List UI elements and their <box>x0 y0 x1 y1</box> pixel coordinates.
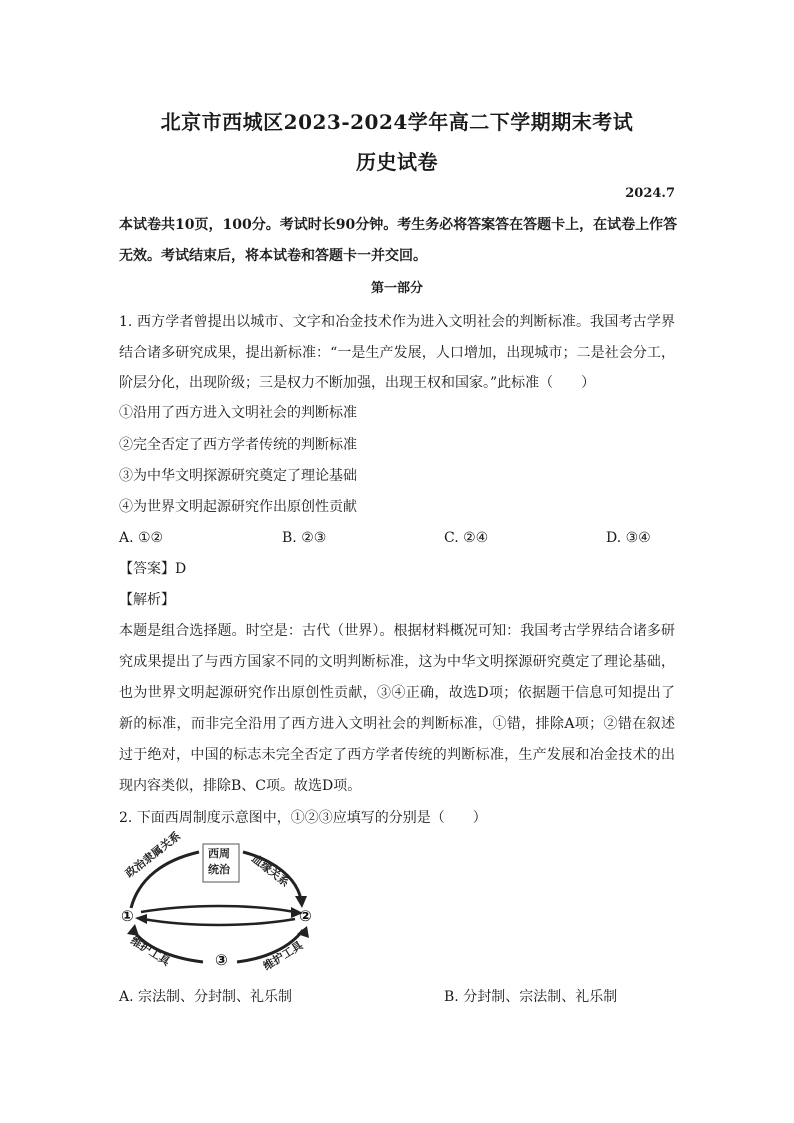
exam-subtitle: 历史试卷 <box>356 150 438 174</box>
diagram-label-blood: 血缘关系 <box>248 852 292 890</box>
q2-stem: 2. 下面西周制度示意图中，①②③应填写的分别是（ ） <box>119 810 487 826</box>
section-title: 第一部分 <box>370 281 423 296</box>
q1-analysis-line: 新的标准，而非完全沿用了西方进入文明社会的判断标准，①错，排除A项；②错在叙述 <box>119 716 675 732</box>
diagram-label-tool-left: 维护工具 <box>128 934 173 969</box>
diagram-center-line-1: 西周 <box>208 847 230 860</box>
q1-analysis-label: 【解析】 <box>119 592 175 608</box>
q1-stem-line-3: 阶层分化，出现阶级；三是权力不断加强，出现王权和国家。”此标准（ ） <box>119 375 596 391</box>
q1-option-b: B. ②③ <box>282 530 327 546</box>
q2-option-b: B. 分封制、宗法制、礼乐制 <box>444 989 618 1005</box>
q1-analysis-line: 现内容类似，排除B、C项。故选D项。 <box>119 778 362 794</box>
q1-option-d: D. ③④ <box>606 530 651 546</box>
instructions-line-2: 无效。考试结束后，将本试卷和答题卡一并交回。 <box>119 248 427 264</box>
western-zhou-system-diagram <box>119 829 319 974</box>
q1-analysis-line: 究成果提出了与西方国家不同的文明判断标准，这为中华文明探源研究奠定了理论基础， <box>119 654 675 670</box>
diagram-node-2: ② <box>299 907 312 925</box>
diagram-node-3: ③ <box>215 951 228 969</box>
q1-statement: ③为中华文明探源研究奠定了理论基础 <box>119 468 357 484</box>
q1-option-c: C. ②④ <box>444 530 489 546</box>
exam-date: 2024.7 <box>625 186 675 201</box>
exam-title: 北京市西城区2023-2024学年高二下学期期末考试 <box>160 110 634 134</box>
q1-statement: ②完全否定了西方学者传统的判断标准 <box>119 437 357 453</box>
q1-stem-line-2: 结合诸多研究成果，提出新标准：“一是生产发展，人口增加，出现城市；二是社会分工， <box>119 345 675 361</box>
q1-analysis-line: 也为世界文明起源研究作出原创性贡献，③④正确，故选D项；依据题干信息可知提出了 <box>119 685 675 701</box>
q1-stem-line-1: 1. 西方学者曾提出以城市、文字和冶金技术作为进入文明社会的判断标准。我国考古学界 <box>119 314 675 330</box>
q1-statement: ④为世界文明起源研究作出原创性贡献 <box>119 499 357 515</box>
diagram-label-political: 政治隶属关系 <box>123 829 184 881</box>
q1-analysis-line: 本题是组合选择题。时空是：古代（世界）。根据材料概况可知：我国考古学界结合诸多研 <box>119 623 675 639</box>
exam-page <box>119 0 678 1123</box>
q1-analysis-line: 过于绝对，中国的标志未完全否定了西方学者传统的判断标准，生产发展和冶金技术的出 <box>119 747 675 763</box>
diagram-node-1: ① <box>121 907 134 925</box>
diagram-label-tool-right: 维护工具 <box>261 938 306 974</box>
q1-option-a: A. ①② <box>119 530 164 546</box>
q1-statement: ①沿用了西方进入文明社会的判断标准 <box>119 405 357 421</box>
diagram-center-line-2: 统治 <box>208 863 230 876</box>
q1-answer: 【答案】D <box>119 561 187 577</box>
instructions-line-1: 本试卷共10页，100分。考试时长90分钟。考生务必将答案答在答题卡上，在试卷上作答 <box>119 217 678 233</box>
q2-option-a: A. 宗法制、分封制、礼乐制 <box>119 989 293 1005</box>
